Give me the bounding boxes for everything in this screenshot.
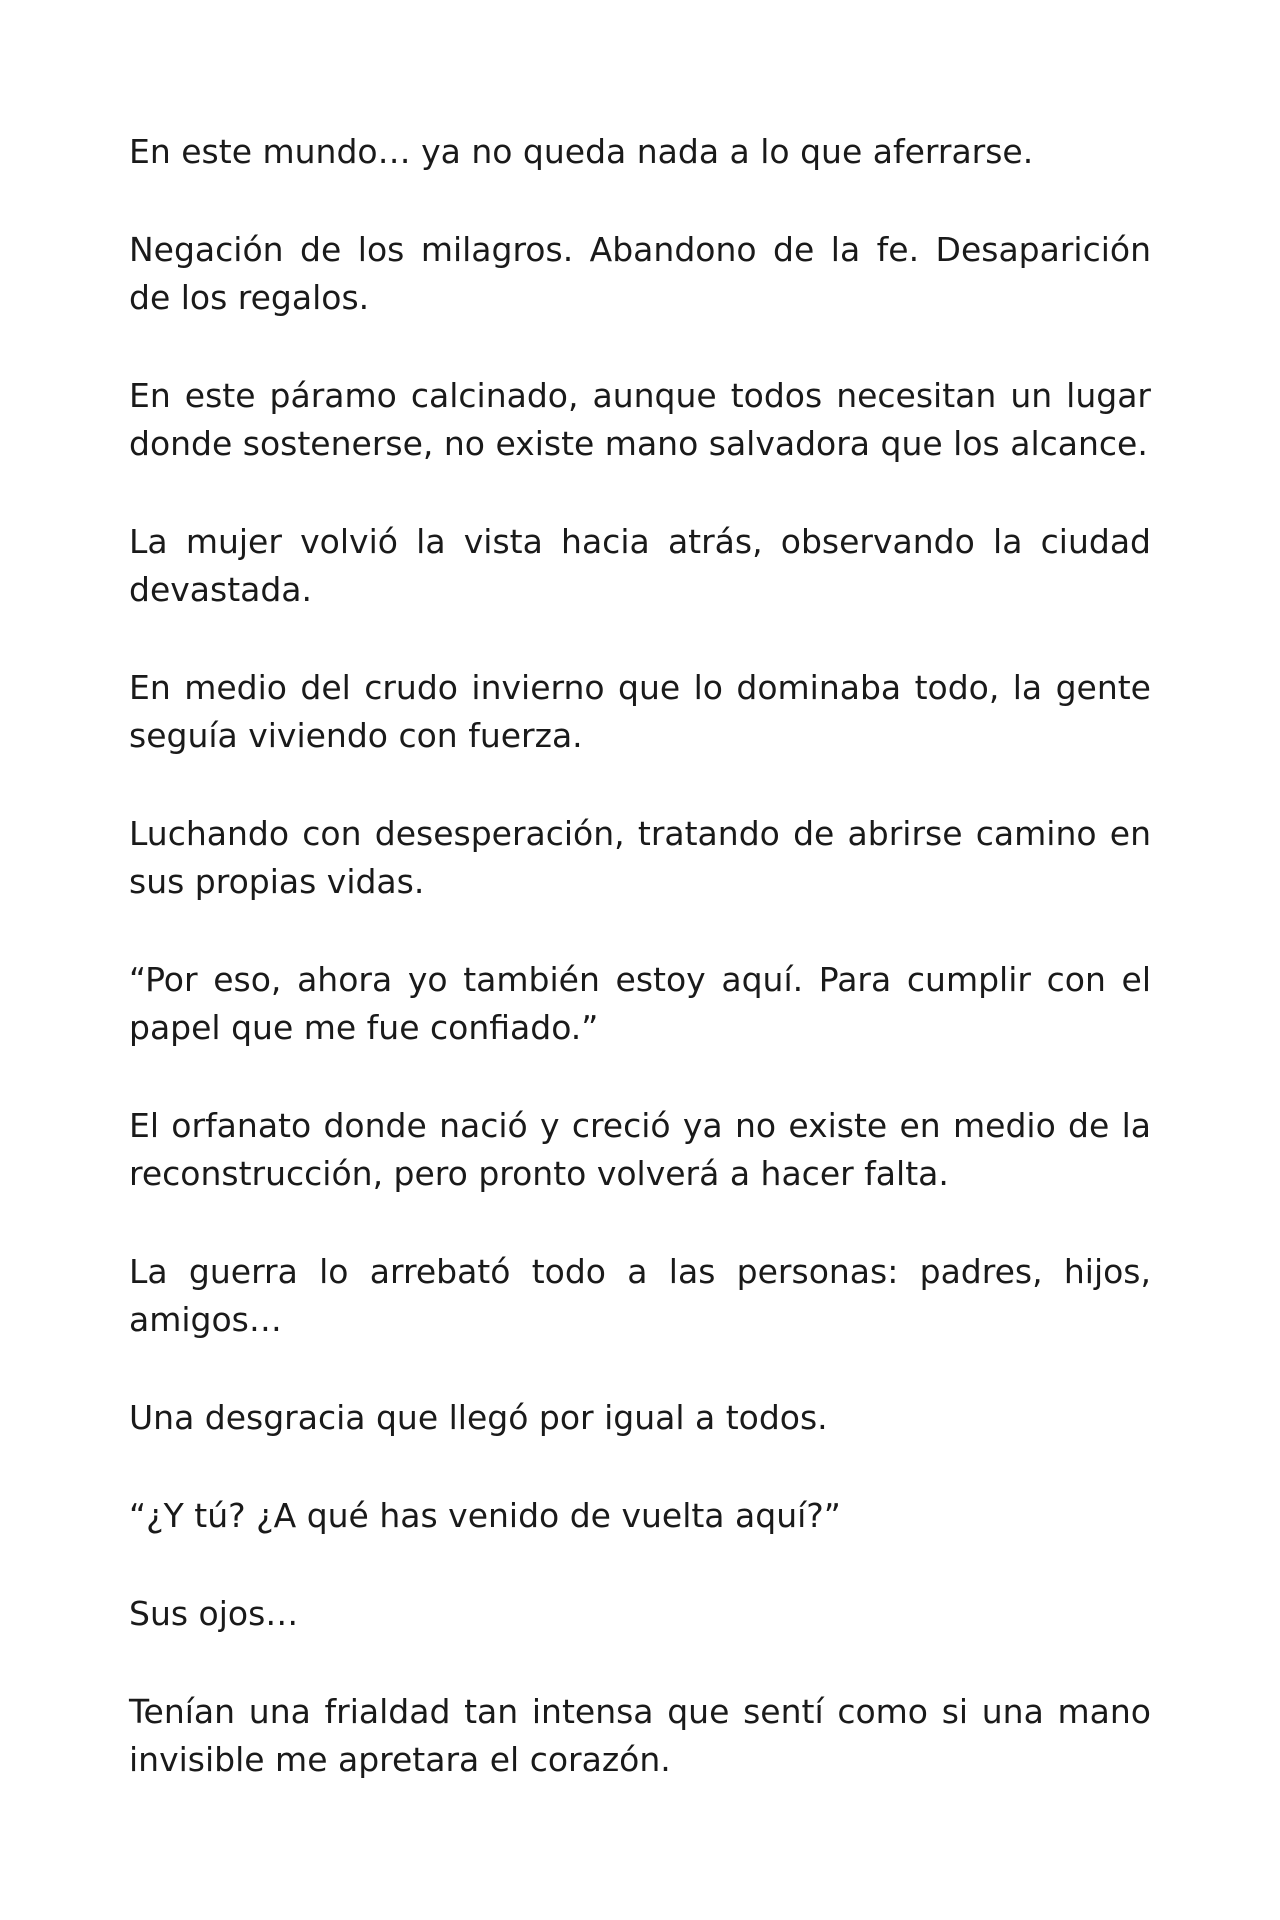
paragraph: En este páramo calcinado, aunque todos necesitan un lugar donde sostenerse, no existe mano salvadora que los alcance. [129,376,1151,463]
paragraph: La guerra lo arrebató todo a las personas: padres, hijos, amigos… [129,1252,1151,1339]
paragraph: Tenían una frialdad tan intensa que sentí como si una mano invisible me apretara el corazón. [129,1692,1151,1779]
paragraph: En este mundo… ya no queda nada a lo que aferrarse. [129,132,1034,171]
paragraph: En medio del crudo invierno que lo dominaba todo, la gente seguía viviendo con fuerza. [129,668,1151,755]
paragraph: “¿Y tú? ¿A qué has venido de vuelta aquí?” [129,1496,841,1535]
paragraph: “Por eso, ahora yo también estoy aquí. Para cumplir con el papel que me fue confiado.” [129,960,1151,1047]
paragraph: La mujer volvió la vista hacia atrás, observando la ciudad devastada. [129,522,1151,609]
paragraph: Luchando con desesperación, tratando de abrirse camino en sus propias vidas. [129,814,1151,901]
paragraph: Sus ojos… [129,1594,299,1633]
paragraph: Una desgracia que llegó por igual a todos. [129,1398,828,1437]
paragraph: El orfanato donde nació y creció ya no existe en medio de la reconstrucción, pero pronto volverá a hacer falta. [129,1106,1151,1193]
paragraph: Negación de los milagros. Abandono de la fe. Desaparición de los regalos. [129,230,1151,317]
text-body [129,128,1151,1784]
